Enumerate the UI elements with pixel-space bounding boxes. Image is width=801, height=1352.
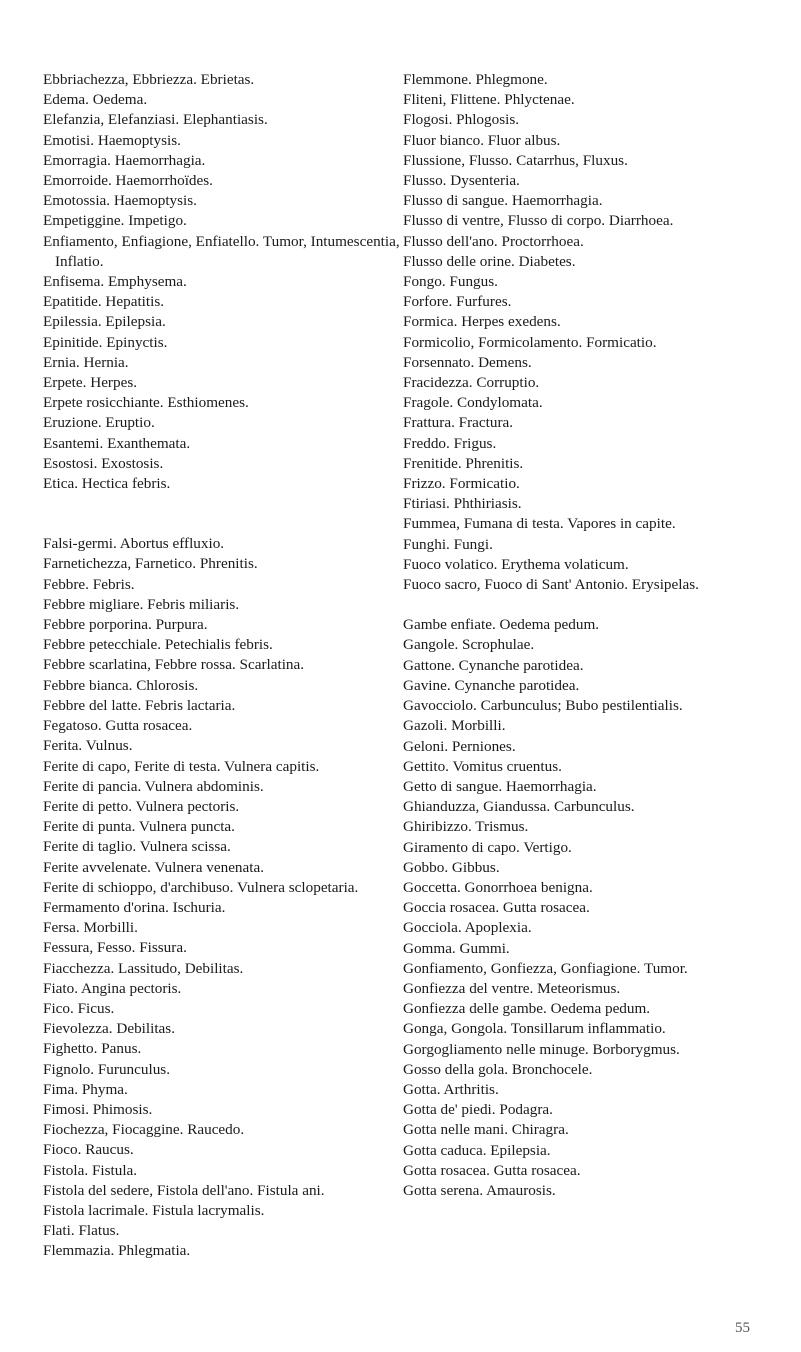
dictionary-entry: Formica. Herpes exedens. [403,313,561,331]
dictionary-entry: Ferite di petto. Vulnera pectoris. [43,797,240,815]
dictionary-entry: Gavine. Cynanche parotidea. [403,676,580,694]
dictionary-entry: Goccia rosacea. Gutta rosacea. [403,899,590,917]
dictionary-entry: Empetiggine. Impetigo. [43,212,187,230]
dictionary-entry: Flemmazia. Phlegmatia. [43,1242,191,1260]
dictionary-entry: Erpete. Herpes. [43,374,138,392]
dictionary-entry: Gonfiamento, Gonfiezza, Gonfiagione. Tumor. [403,959,688,977]
dictionary-entry: Gotta serena. Amaurosis. [403,1181,556,1199]
dictionary-entry: Frattura. Fractura. [403,414,514,432]
dictionary-entry: Gavocciolo. Carbunculus; Bubo pestilentialis. [403,697,683,715]
dictionary-entry: Freddo. Frigus. [403,434,497,452]
dictionary-entry: Elefanzia, Elefanziasi. Elephantiasis. [43,111,268,129]
dictionary-entry: Gattone. Cynanche parotidea. [403,656,584,674]
dictionary-entry: Epilessia. Epilepsia. [43,313,166,331]
dictionary-entry: Gotta caduca. Epilepsia. [403,1141,551,1159]
dictionary-entry: Febbre bianca. Chlorosis. [43,676,199,694]
dictionary-entry: Fievolezza. Debilitas. [43,1020,176,1038]
dictionary-entry: Formicolio, Formicolamento. Formicatio. [403,333,657,351]
dictionary-entry: Fuoco sacro, Fuoco di Sant' Antonio. Erysipelas. [403,576,699,594]
dictionary-entry: Ferite di pancia. Vulnera abdominis. [43,777,264,795]
dictionary-entry: Fermamento d'orina. Ischuria. [43,898,226,916]
section-gap [43,494,413,534]
dictionary-entry: Ftiriasi. Phthiriasis. [403,495,522,513]
dictionary-entry: Esantemi. Exanthemata. [43,434,191,452]
dictionary-entry: Flusso di sangue. Haemorrhagia. [403,192,603,210]
dictionary-entry: Eruzione. Eruptio. [43,414,155,432]
dictionary-entry: Fima. Phyma. [43,1080,128,1098]
dictionary-entry: Forfore. Furfures. [403,293,512,311]
dictionary-entry: Flusso. Dysenteria. [403,172,520,190]
dictionary-entry: Geloni. Perniones. [403,737,516,755]
dictionary-entry: Fistola. Fistula. [43,1161,138,1179]
dictionary-entry: Ferita. Vulnus. [43,737,133,755]
dictionary-entry: Frizzo. Formicatio. [403,475,520,493]
dictionary-entry: Fongo. Fungus. [403,273,498,291]
dictionary-entry: Flussione, Flusso. Catarrhus, Fluxus. [403,151,628,169]
dictionary-entry: Flogosi. Phlogosis. [403,111,520,129]
dictionary-entry: Febbre. Febris. [43,575,135,593]
dictionary-entry: Forsennato. Demens. [403,353,532,371]
dictionary-entry: Gazoli. Morbilli. [403,717,506,735]
dictionary-entry: Giramento di capo. Vertigo. [403,838,572,856]
dictionary-entry: Fluor bianco. Fluor albus. [403,131,561,149]
dictionary-entry: Ferite avvelenate. Vulnera venenata. [43,858,265,876]
dictionary-entry: Flusso dell'ano. Proctorrhoea. [403,232,584,250]
dictionary-entry: Fummea, Fumana di testa. Vapores in capite. [403,515,676,533]
dictionary-entry: Flusso di ventre, Flusso di corpo. Diarrhoea. [403,212,674,230]
dictionary-entry: Gotta de' piedi. Podagra. [403,1101,553,1119]
dictionary-entry: Getto di sangue. Haemorrhagia. [403,777,597,795]
dictionary-entry: Fegatoso. Gutta rosacea. [43,717,193,735]
dictionary-entry: Frenitide. Phrenitis. [403,454,524,472]
dictionary-entry: Gonfiezza del ventre. Meteorismus. [403,979,621,997]
dictionary-entry: Falsi-germi. Abortus effluxio. [43,535,225,553]
dictionary-entry: Fico. Ficus. [43,999,115,1017]
dictionary-entry: Fistola lacrimale. Fistula lacrymalis. [43,1201,265,1219]
right-column [403,70,773,1201]
dictionary-entry: Ferite di taglio. Vulnera scissa. [43,838,231,856]
dictionary-entry: Fliteni, Flittene. Phlyctenae. [403,91,575,109]
dictionary-entry: Fimosi. Phimosis. [43,1100,153,1118]
dictionary-entry: Ghianduzza, Giandussa. Carbunculus. [403,798,635,816]
dictionary-entry: Fiato. Angina pectoris. [43,979,182,997]
dictionary-entry: Ebbriachezza, Ebbriezza. Ebrietas. [43,71,255,88]
dictionary-entry: Etica. Hectica febris. [43,475,171,493]
dictionary-entry: Farnetichezza, Farnetico. Phrenitis. [43,555,258,573]
dictionary-entry: Goccetta. Gonorrhoea benigna. [403,878,593,896]
dictionary-entry: Fiochezza, Fiocaggine. Raucedo. [43,1121,245,1139]
dictionary-entry: Febbre migliare. Febris miliaris. [43,595,240,613]
dictionary-entry: Fessura, Fesso. Fissura. [43,939,187,957]
dictionary-entry: Funghi. Fungi. [403,535,493,553]
dictionary-entry: Flusso delle orine. Diabetes. [403,252,576,270]
dictionary-entry: Fragole. Condylomata. [403,394,543,412]
page-number: 55 [735,1320,750,1336]
dictionary-entry: Gambe enfiate. Oedema pedum. [403,616,600,634]
dictionary-entry: Febbre scarlatina, Febbre rossa. Scarlatina. [43,656,305,674]
dictionary-entry: Flemmone. Phlegmone. [403,71,548,88]
dictionary-entry: Epatitide. Hepatitis. [43,293,165,311]
dictionary-entry: Ferite di schioppo, d'archibuso. Vulnera sclopetaria. [43,878,359,896]
dictionary-entry: Gosso della gola. Bronchocele. [403,1060,593,1078]
dictionary-entry: Febbre del latte. Febris lactaria. [43,696,236,714]
dictionary-entry: Esostosi. Exostosis. [43,454,164,472]
dictionary-entry: Gorgogliamento nelle minuge. Borborygmus. [403,1040,680,1058]
section-gap [403,595,773,615]
dictionary-entry: Emorroide. Haemorrhoïdes. [43,172,213,190]
dictionary-entry: Gotta. Arthritis. [403,1080,499,1098]
dictionary-entry: Fioco. Raucus. [43,1141,134,1159]
dictionary-entry: Gangole. Scrophulae. [403,636,535,654]
dictionary-entry: Fracidezza. Corruptio. [403,374,540,392]
dictionary-entry: Gobbo. Gibbus. [403,858,500,876]
dictionary-entry: Flati. Flatus. [43,1222,120,1240]
dictionary-entry: Gocciola. Apoplexia. [403,919,532,937]
dictionary-entry: Fersa. Morbilli. [43,919,138,937]
dictionary-entry: Gonga, Gongola. Tonsillarum inflammatio. [403,1020,666,1038]
dictionary-entry: Gettito. Vomitus cruentus. [403,757,562,775]
dictionary-entry: Emotisi. Haemoptysis. [43,131,181,149]
dictionary-entry: Emorragia. Haemorrhagia. [43,151,206,169]
dictionary-entry: Fignolo. Furunculus. [43,1060,170,1078]
dictionary-entry: Gomma. Gummi. [403,939,510,957]
dictionary-entry: Fiacchezza. Lassitudo, Debilitas. [43,959,244,977]
dictionary-entry: Fighetto. Panus. [43,1040,142,1058]
dictionary-entry: Edema. Oedema. [43,91,148,109]
dictionary-entry: Ferite di punta. Vulnera puncta. [43,818,235,836]
dictionary-entry: Epinitide. Epinyctis. [43,333,168,351]
dictionary-entry: Ghiribizzo. Trismus. [403,818,529,836]
dictionary-entry: Erpete rosicchiante. Esthiomenes. [43,394,249,412]
left-column [43,70,413,1262]
dictionary-entry: Fistola del sedere, Fistola dell'ano. Fistula ani. [43,1181,325,1199]
dictionary-entry: Gotta rosacea. Gutta rosacea. [403,1161,581,1179]
dictionary-entry: Gonfiezza delle gambe. Oedema pedum. [403,1000,651,1018]
dictionary-entry: Gotta nelle mani. Chiragra. [403,1121,569,1139]
dictionary-entry: Enfiamento, Enfiagione, Enfiatello. Tumor, Intumescentia, Inflatio. [43,232,400,270]
dictionary-entry: Emotossia. Haemoptysis. [43,192,197,210]
dictionary-entry: Fuoco volatico. Erythema volaticum. [403,555,629,573]
dictionary-entry: Febbre petecchiale. Petechialis febris. [43,636,273,654]
dictionary-entry: Ernia. Hernia. [43,353,129,371]
dictionary-entry: Enfisema. Emphysema. [43,273,187,291]
dictionary-entry: Febbre porporina. Purpura. [43,616,208,634]
dictionary-entry: Ferite di capo, Ferite di testa. Vulnera capitis. [43,757,320,775]
